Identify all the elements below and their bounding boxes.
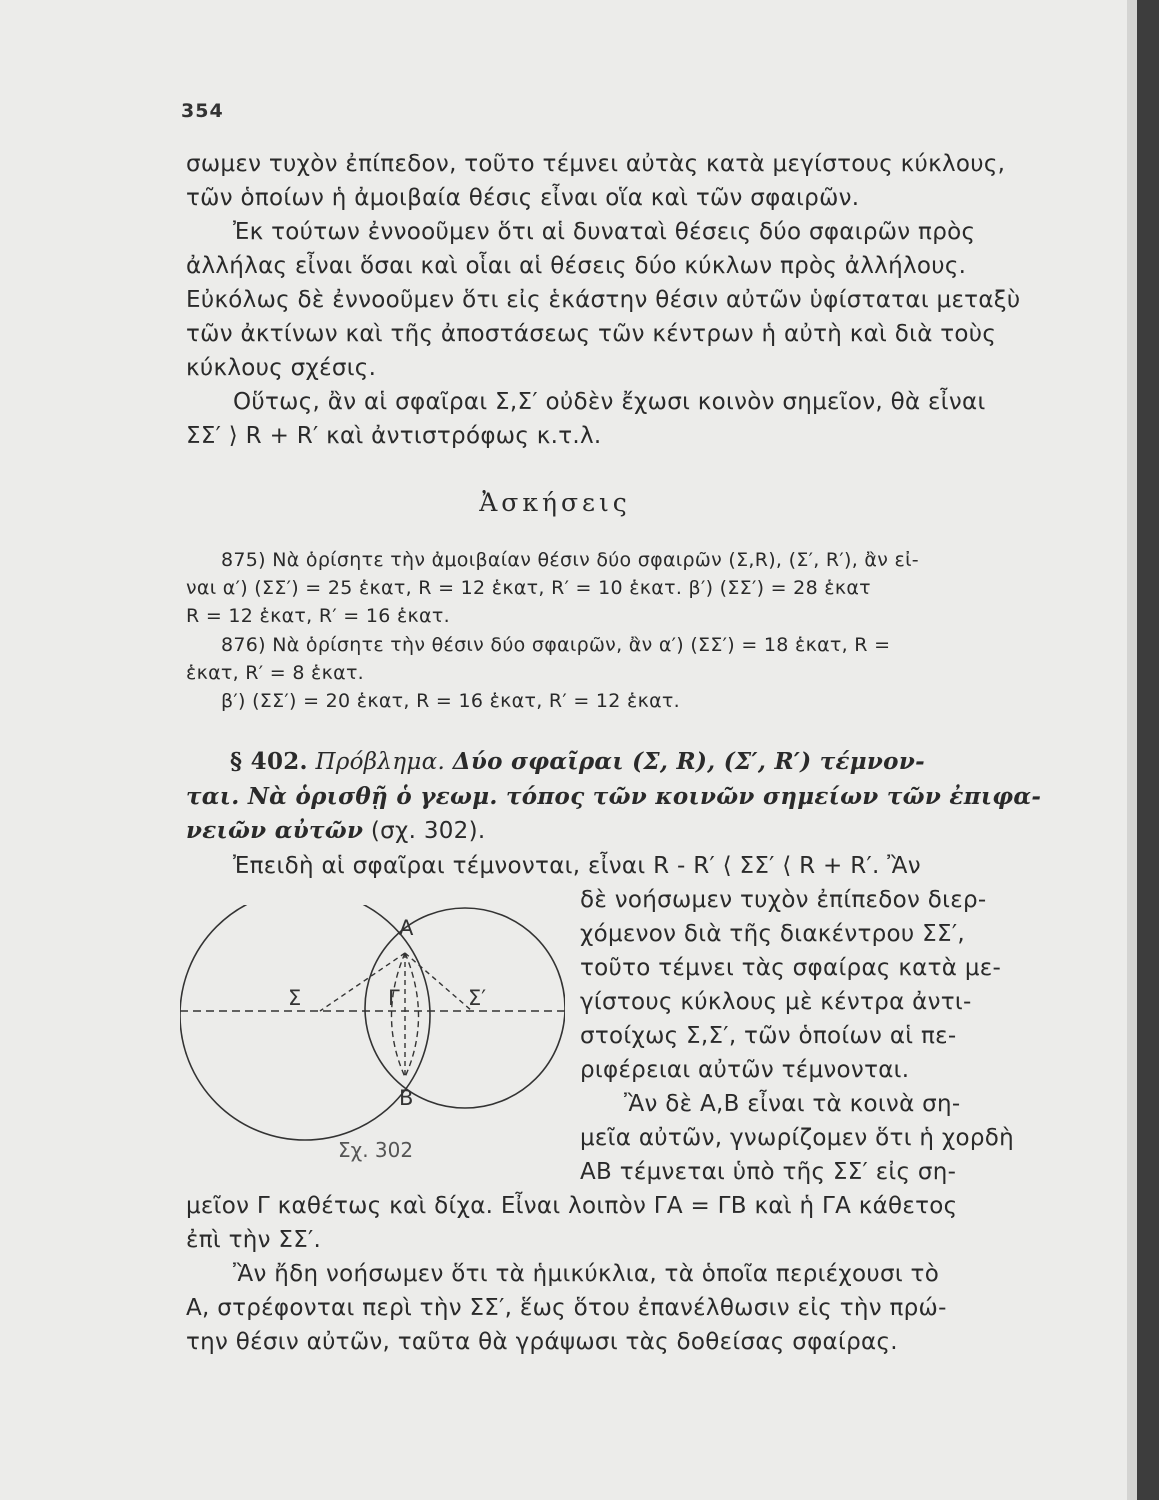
exercise-line: 876) Νὰ ὁρίσητε τὴν θέσιν δύο σφαιρῶν, ἂν α′) (ΣΣ′) = 18 ἑκατ, R =: [221, 634, 891, 656]
text-line: Ἂν ἤδη νοήσωμεν ὅτι τὰ ἡμικύκλια, τὰ ὁποῖα περιέχουσι τὸ: [233, 1261, 940, 1287]
problem-statement: ται. Νὰ ὁρισθῇ ὁ γεωμ. τόπος τῶν κοινῶν σημείων τῶν ἐπιφα-: [186, 783, 1042, 810]
figure-caption: Σχ. 302: [338, 1138, 414, 1162]
text-line: γίστους κύκλους μὲ κέντρα ἀντι-: [580, 989, 972, 1015]
text-line: σωμεν τυχὸν ἐπίπεδον, τοῦτο τέμνει αὐτὰς κατὰ μεγίστους κύκλους,: [186, 151, 1006, 177]
text-line: τοῦτο τέμνει τὰς σφαίρας κατὰ με-: [580, 955, 1002, 981]
text-line: τῶν ἀκτίνων καὶ τῆς ἀποστάσεως τῶν κέντρων ἡ αὐτὴ καὶ διὰ τοὺς: [186, 321, 997, 347]
text-line: ΣΣ′ ⟩ R + R′ καὶ ἀντιστρόφως κ.τ.λ.: [186, 423, 602, 449]
text-line: ἐπὶ τὴν ΣΣ′.: [186, 1227, 322, 1253]
exercise-line: ναι α′) (ΣΣ′) = 25 ἑκατ, R = 12 ἑκατ, R′ = 10 ἑκατ. β′) (ΣΣ′) = 28 ἑκατ: [186, 577, 871, 599]
exercises-heading: Ἀσκήσεις: [479, 488, 631, 517]
text-line: ριφέρειαι αὐτῶν τέμνονται.: [580, 1057, 910, 1083]
text-line: ΑΒ τέμνεται ὑπὸ τῆς ΣΣ′ εἰς ση-: [580, 1159, 957, 1185]
arc-right: [405, 953, 419, 1077]
problem-label: Πρόβλημα.: [315, 749, 446, 775]
figure-reference: (σχ. 302).: [370, 818, 486, 844]
problem-statement: νειῶν αὐτῶν: [186, 817, 364, 844]
exercise-line: 875) Νὰ ὁρίσητε τὴν ἀμοιβαίαν θέσιν δύο σφαιρῶν (Σ,R), (Σ′, R′), ἂν εἰ-: [221, 549, 919, 571]
text-line: στοίχως Σ,Σ′, τῶν ὁποίων αἱ πε-: [580, 1023, 957, 1049]
section-number: § 402.: [230, 748, 308, 775]
label-b: B: [399, 1086, 414, 1110]
label-sigma-prime: Σ′: [468, 986, 487, 1010]
text-line: Α, στρέφονται περὶ τὴν ΣΣ′, ἕως ὅτου ἐπανέλθωσιν εἰς τὴν πρώ-: [186, 1295, 947, 1321]
exercise-line: β′) (ΣΣ′) = 20 ἑκατ, R = 16 ἑκατ, R′ = 12 ἑκατ.: [221, 690, 680, 712]
problem-heading: [230, 748, 925, 776]
text-line: κύκλους σχέσις.: [186, 355, 377, 381]
problem-statement-end: [186, 817, 486, 845]
text-line: δὲ νοήσωμεν τυχὸν ἐπίπεδον διερ-: [580, 887, 987, 913]
text-line: Οὕτως, ἂν αἱ σφαῖραι Σ,Σ′ οὐδὲν ἔχωσι κοινὸν σημεῖον, θὰ εἶναι: [233, 389, 986, 415]
text-line: μεῖα αὐτῶν, γνωρίζομεν ὅτι ἡ χορδὴ: [580, 1125, 1014, 1151]
text-line: Ἂν δὲ Α,Β εἶναι τὰ κοινὰ ση-: [624, 1091, 961, 1117]
intersecting-circles-diagram: [180, 905, 565, 1160]
book-binding-edge: [1137, 0, 1159, 1500]
problem-statement: Δύο σφαῖραι (Σ, R), (Σ′, R′) τέμνον-: [452, 748, 925, 775]
text-line: Ἐπειδὴ αἱ σφαῖραι τέμνονται, εἶναι R - R′ ⟨ ΣΣ′ ⟨ R + R′. Ἂν: [233, 853, 921, 879]
arc-left: [392, 953, 406, 1077]
text-line: την θέσιν αὐτῶν, ταῦτα θὰ γράψωσι τὰς δοθείσας σφαίρας.: [186, 1329, 898, 1355]
text-line: Ἐκ τούτων ἐννοοῦμεν ὅτι αἱ δυναταὶ θέσεις δύο σφαιρῶν πρὸς: [233, 219, 976, 245]
label-gamma: Γ: [388, 986, 400, 1010]
exercise-line: R = 12 ἑκατ, R′ = 16 ἑκατ.: [186, 605, 450, 627]
text-line: Εὐκόλως δὲ ἐννοοῦμεν ὅτι εἰς ἑκάστην θέσιν αὐτῶν ὑφίσταται μεταξὺ: [186, 287, 1021, 313]
label-a: A: [399, 916, 414, 940]
page-number: 354: [181, 100, 224, 122]
exercise-line: ἑκατ, R′ = 8 ἑκατ.: [186, 662, 365, 684]
page-edge-shadow: [1127, 0, 1137, 1500]
text-line: μεῖον Γ καθέτως καὶ δίχα. Εἶναι λοιπὸν ΓΑ = ΓΒ καὶ ἡ ΓΑ κάθετος: [186, 1193, 958, 1219]
text-line: ἀλλήλας εἶναι ὅσαι καὶ οἷαι αἱ θέσεις δύο κύκλων πρὸς ἀλλήλους.: [186, 253, 967, 279]
label-sigma: Σ: [288, 986, 302, 1010]
text-line: χόμενον διὰ τῆς διακέντρου ΣΣ′,: [580, 921, 965, 947]
text-line: τῶν ὁποίων ἡ ἀμοιβαία θέσις εἶναι οἵα καὶ τῶν σφαιρῶν.: [186, 185, 860, 211]
figure-302: [180, 905, 565, 1160]
